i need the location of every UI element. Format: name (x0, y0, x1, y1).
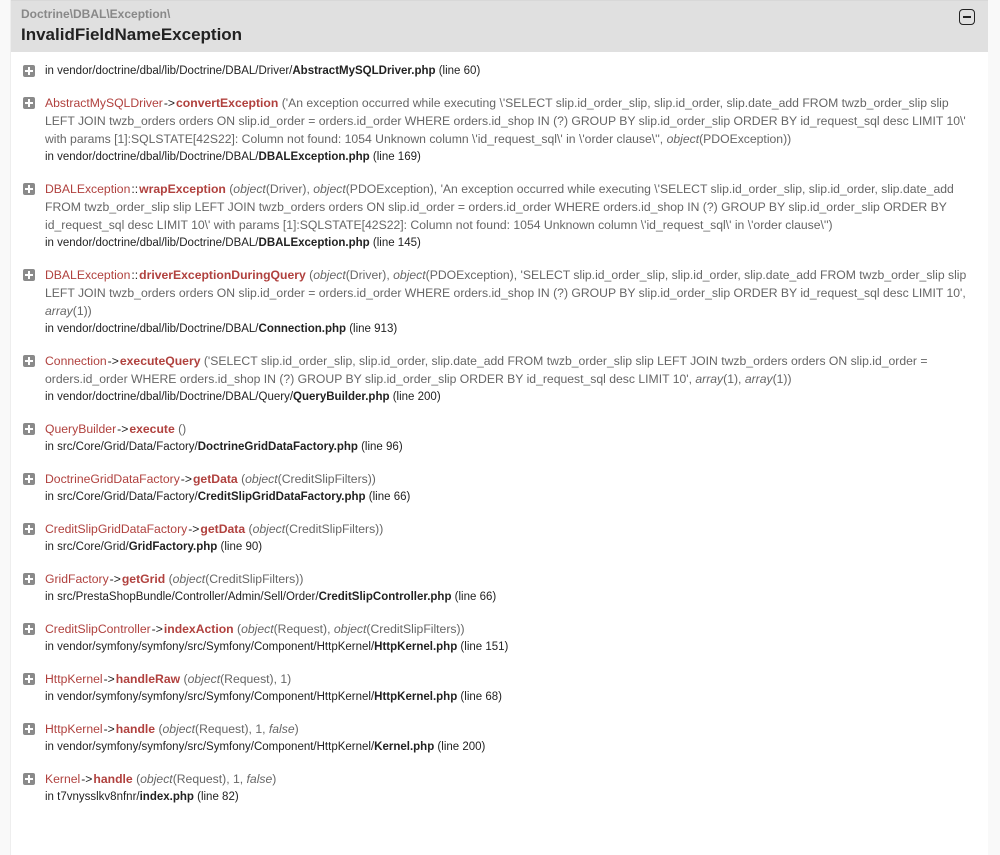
class-name: CreditSlipController (45, 622, 151, 636)
function-args: (object(CreditSlipFilters)) (165, 572, 304, 586)
call-signature (45, 570, 969, 588)
function-args: ('An exception occurred while executing \'SELECT slip.id_order_slip, slip.id_order, slip.date_add FROM twzb_order_slip slip LEFT JOIN twzb_orders orders ON slip.id_order = orders.id_order WHERE orders.id_shop IN (?) GROUP BY slip.id_order_slip ORDER BY id_request_sql desc LIMIT 10\' with params [1]:SQLSTATE[42S22]: Column not found: 1054 Unknown column \'id_request_sql\' in \'order clause\'', object(PDOException)) (45, 96, 966, 146)
function-name: getGrid (121, 572, 166, 586)
file-location: in vendor/symfony/symfony/src/Symfony/Component/HttpKernel/Kernel.php (line 200) (45, 741, 486, 753)
call-type: -> (180, 472, 192, 486)
trace-row (11, 94, 989, 166)
expand-plus-icon[interactable] (23, 773, 35, 785)
call-signature (45, 266, 969, 320)
function-name: indexAction (163, 622, 234, 636)
line-number: (line 913) (346, 323, 398, 335)
expand-plus-icon[interactable] (23, 573, 35, 585)
class-name: CreditSlipGridDataFactory (45, 522, 188, 536)
function-args: (object(Driver), object(PDOException), 'An exception occurred while executing \'SELECT slip.id_order_slip, slip.id_order, slip.date_add FROM twzb_order_slip slip LEFT JOIN twzb_orders orders ON slip.id_order = orders.id_order WHERE orders.id_shop IN (?) GROUP BY slip.id_order_slip ORDER BY id_request_sql desc LIMIT 10\' with params [1]:SQLSTATE[42S22]: Column not found: 1054 Unknown column \'id_request_sql\' in \'order clause\'') (45, 182, 954, 232)
expand-plus-icon[interactable] (23, 355, 35, 367)
function-name: handleRaw (115, 672, 181, 686)
expand-plus-icon[interactable] (23, 473, 35, 485)
expand-plus-icon[interactable] (23, 183, 35, 195)
line-number: (line 82) (193, 791, 239, 803)
call-type: -> (163, 96, 176, 110)
file-name: DBALException.php (258, 237, 370, 249)
expand-plus-icon[interactable] (23, 623, 35, 635)
trace-row (11, 180, 989, 252)
line-number: (line 90) (217, 541, 263, 553)
expand-plus-icon[interactable] (23, 423, 35, 435)
class-name: GridFactory (45, 572, 109, 586)
stack-trace (11, 52, 989, 806)
file-location: in vendor/doctrine/dbal/lib/Doctrine/DBAL/Query/QueryBuilder.php (line 200) (45, 391, 441, 403)
call-type: -> (107, 354, 119, 368)
line-number: (line 66) (365, 491, 411, 503)
trace-row (11, 352, 989, 406)
function-args: (object(CreditSlipFilters)) (245, 522, 384, 536)
function-name: getData (200, 522, 246, 536)
expand-plus-icon[interactable] (23, 523, 35, 535)
call-signature (45, 180, 969, 234)
expand-plus-icon[interactable] (23, 723, 35, 735)
class-name: Kernel (45, 772, 81, 786)
function-name: convertException (176, 96, 279, 110)
file-location: in src/Core/Grid/GridFactory.php (line 90) (45, 541, 263, 553)
call-type: :: (131, 268, 139, 282)
class-name: DBALException (45, 268, 131, 282)
file-name: GridFactory.php (128, 541, 218, 553)
call-signature (45, 520, 969, 538)
file-name: DoctrineGridDataFactory.php (197, 441, 358, 453)
expand-plus-icon[interactable] (23, 65, 35, 77)
class-name: HttpKernel (45, 672, 103, 686)
function-name: handle (93, 772, 133, 786)
class-name: QueryBuilder (45, 422, 117, 436)
file-name: DBALException.php (258, 151, 370, 163)
file-location: in vendor/doctrine/dbal/lib/Doctrine/DBAL/Connection.php (line 913) (45, 323, 398, 335)
call-type: -> (103, 672, 115, 686)
file-location: in vendor/symfony/symfony/src/Symfony/Component/HttpKernel/HttpKernel.php (line 151) (45, 641, 509, 653)
file-name: Kernel.php (374, 741, 435, 753)
trace-row (11, 570, 989, 606)
trace-row (11, 770, 989, 806)
line-number: (line 68) (457, 691, 502, 703)
trace-row (11, 720, 989, 756)
file-location: in vendor/doctrine/dbal/lib/Doctrine/DBAL/DBALException.php (line 169) (45, 151, 421, 163)
call-signature (45, 770, 969, 788)
trace-row (11, 670, 989, 706)
call-type: -> (109, 572, 121, 586)
call-type: -> (81, 772, 93, 786)
function-args: ('SELECT slip.id_order_slip, slip.id_order, slip.date_add FROM twzb_order_slip slip LEFT JOIN twzb_orders orders ON slip.id_order = orders.id_order WHERE orders.id_shop IN (?) GROUP BY slip.id_order_slip ORDER BY id_request_sql desc LIMIT 10', array(1), array(1)) (45, 354, 928, 386)
trace-row (11, 266, 989, 338)
line-number: (line 200) (389, 391, 441, 403)
file-location: in src/Core/Grid/Data/Factory/CreditSlipGridDataFactory.php (line 66) (45, 491, 411, 503)
file-name: Connection.php (258, 323, 347, 335)
file-location: in vendor/doctrine/dbal/lib/Doctrine/DBAL/Driver/AbstractMySQLDriver.php (line 60) (45, 65, 481, 77)
function-name: handle (115, 722, 156, 736)
file-name: index.php (139, 791, 194, 803)
file-location: in t7vnysslkv8nfnr/index.php (line 82) (45, 791, 239, 803)
file-name: CreditSlipController.php (318, 591, 452, 603)
exception-name: InvalidFieldNameException (21, 25, 243, 44)
file-name: AbstractMySQLDriver.php (292, 65, 436, 77)
trace-row (11, 520, 989, 556)
file-location: in src/Core/Grid/Data/Factory/DoctrineGridDataFactory.php (line 96) (45, 441, 403, 453)
file-name: HttpKernel.php (374, 691, 458, 703)
function-args: (object(Driver), object(PDOException), 'SELECT slip.id_order_slip, slip.id_order, slip.date_add FROM twzb_order_slip slip LEFT JOIN twzb_orders orders ON slip.id_order = orders.id_order WHERE orders.id_shop IN (?) GROUP BY slip.id_order_slip ORDER BY id_request_sql desc LIMIT 10', array(1)) (45, 268, 967, 318)
line-number: (line 60) (435, 65, 481, 77)
function-args: (object(Request), object(CreditSlipFilters)) (233, 622, 465, 636)
call-signature (45, 670, 969, 688)
line-number: (line 200) (434, 741, 486, 753)
exception-header (11, 0, 989, 52)
call-type: :: (131, 182, 139, 196)
class-name: DoctrineGridDataFactory (45, 472, 180, 486)
line-number: (line 66) (451, 591, 497, 603)
trace-row (11, 420, 989, 456)
line-number: (line 96) (357, 441, 403, 453)
call-signature (45, 352, 969, 388)
file-location: in vendor/symfony/symfony/src/Symfony/Component/HttpKernel/HttpKernel.php (line 68) (45, 691, 502, 703)
function-name: driverExceptionDuringQuery (139, 268, 306, 282)
function-name: wrapException (139, 182, 226, 196)
call-signature (45, 720, 969, 738)
call-type: -> (117, 422, 129, 436)
call-signature (45, 420, 969, 438)
expand-plus-icon[interactable] (23, 269, 35, 281)
expand-plus-icon[interactable] (23, 97, 35, 109)
function-args: (object(CreditSlipFilters)) (237, 472, 376, 486)
call-type: -> (188, 522, 200, 536)
trace-row (11, 620, 989, 656)
function-args: (object(Request), 1, false) (155, 722, 299, 736)
function-name: execute (129, 422, 175, 436)
file-name: HttpKernel.php (374, 641, 458, 653)
page-gutter (988, 0, 1000, 855)
exception-block (10, 0, 990, 855)
file-name: CreditSlipGridDataFactory.php (197, 491, 366, 503)
call-signature (45, 620, 969, 638)
function-args: (object(Request), 1, false) (132, 772, 277, 786)
class-name: Connection (45, 354, 107, 368)
expand-plus-icon[interactable] (23, 673, 35, 685)
line-number: (line 169) (369, 151, 421, 163)
exception-namespace: Doctrine\DBAL\Exception\ (21, 7, 171, 21)
trace-row (11, 470, 989, 506)
function-args: () (174, 422, 187, 436)
call-type: -> (103, 722, 115, 736)
line-number: (line 151) (457, 641, 509, 653)
file-location: in vendor/doctrine/dbal/lib/Doctrine/DBAL/DBALException.php (line 145) (45, 237, 421, 249)
class-name: DBALException (45, 182, 131, 196)
function-args: (object(Request), 1) (180, 672, 292, 686)
file-name: QueryBuilder.php (293, 391, 390, 403)
file-location: in src/PrestaShopBundle/Controller/Admin/Sell/Order/CreditSlipController.php (line 66) (45, 591, 497, 603)
call-signature (45, 470, 969, 488)
call-signature (45, 94, 969, 148)
line-number: (line 145) (369, 237, 421, 249)
class-name: AbstractMySQLDriver (45, 96, 163, 110)
collapse-minus-icon[interactable] (959, 9, 975, 25)
function-name: getData (192, 472, 238, 486)
call-type: -> (151, 622, 163, 636)
function-name: executeQuery (119, 354, 201, 368)
class-name: HttpKernel (45, 722, 103, 736)
trace-row (11, 62, 989, 80)
